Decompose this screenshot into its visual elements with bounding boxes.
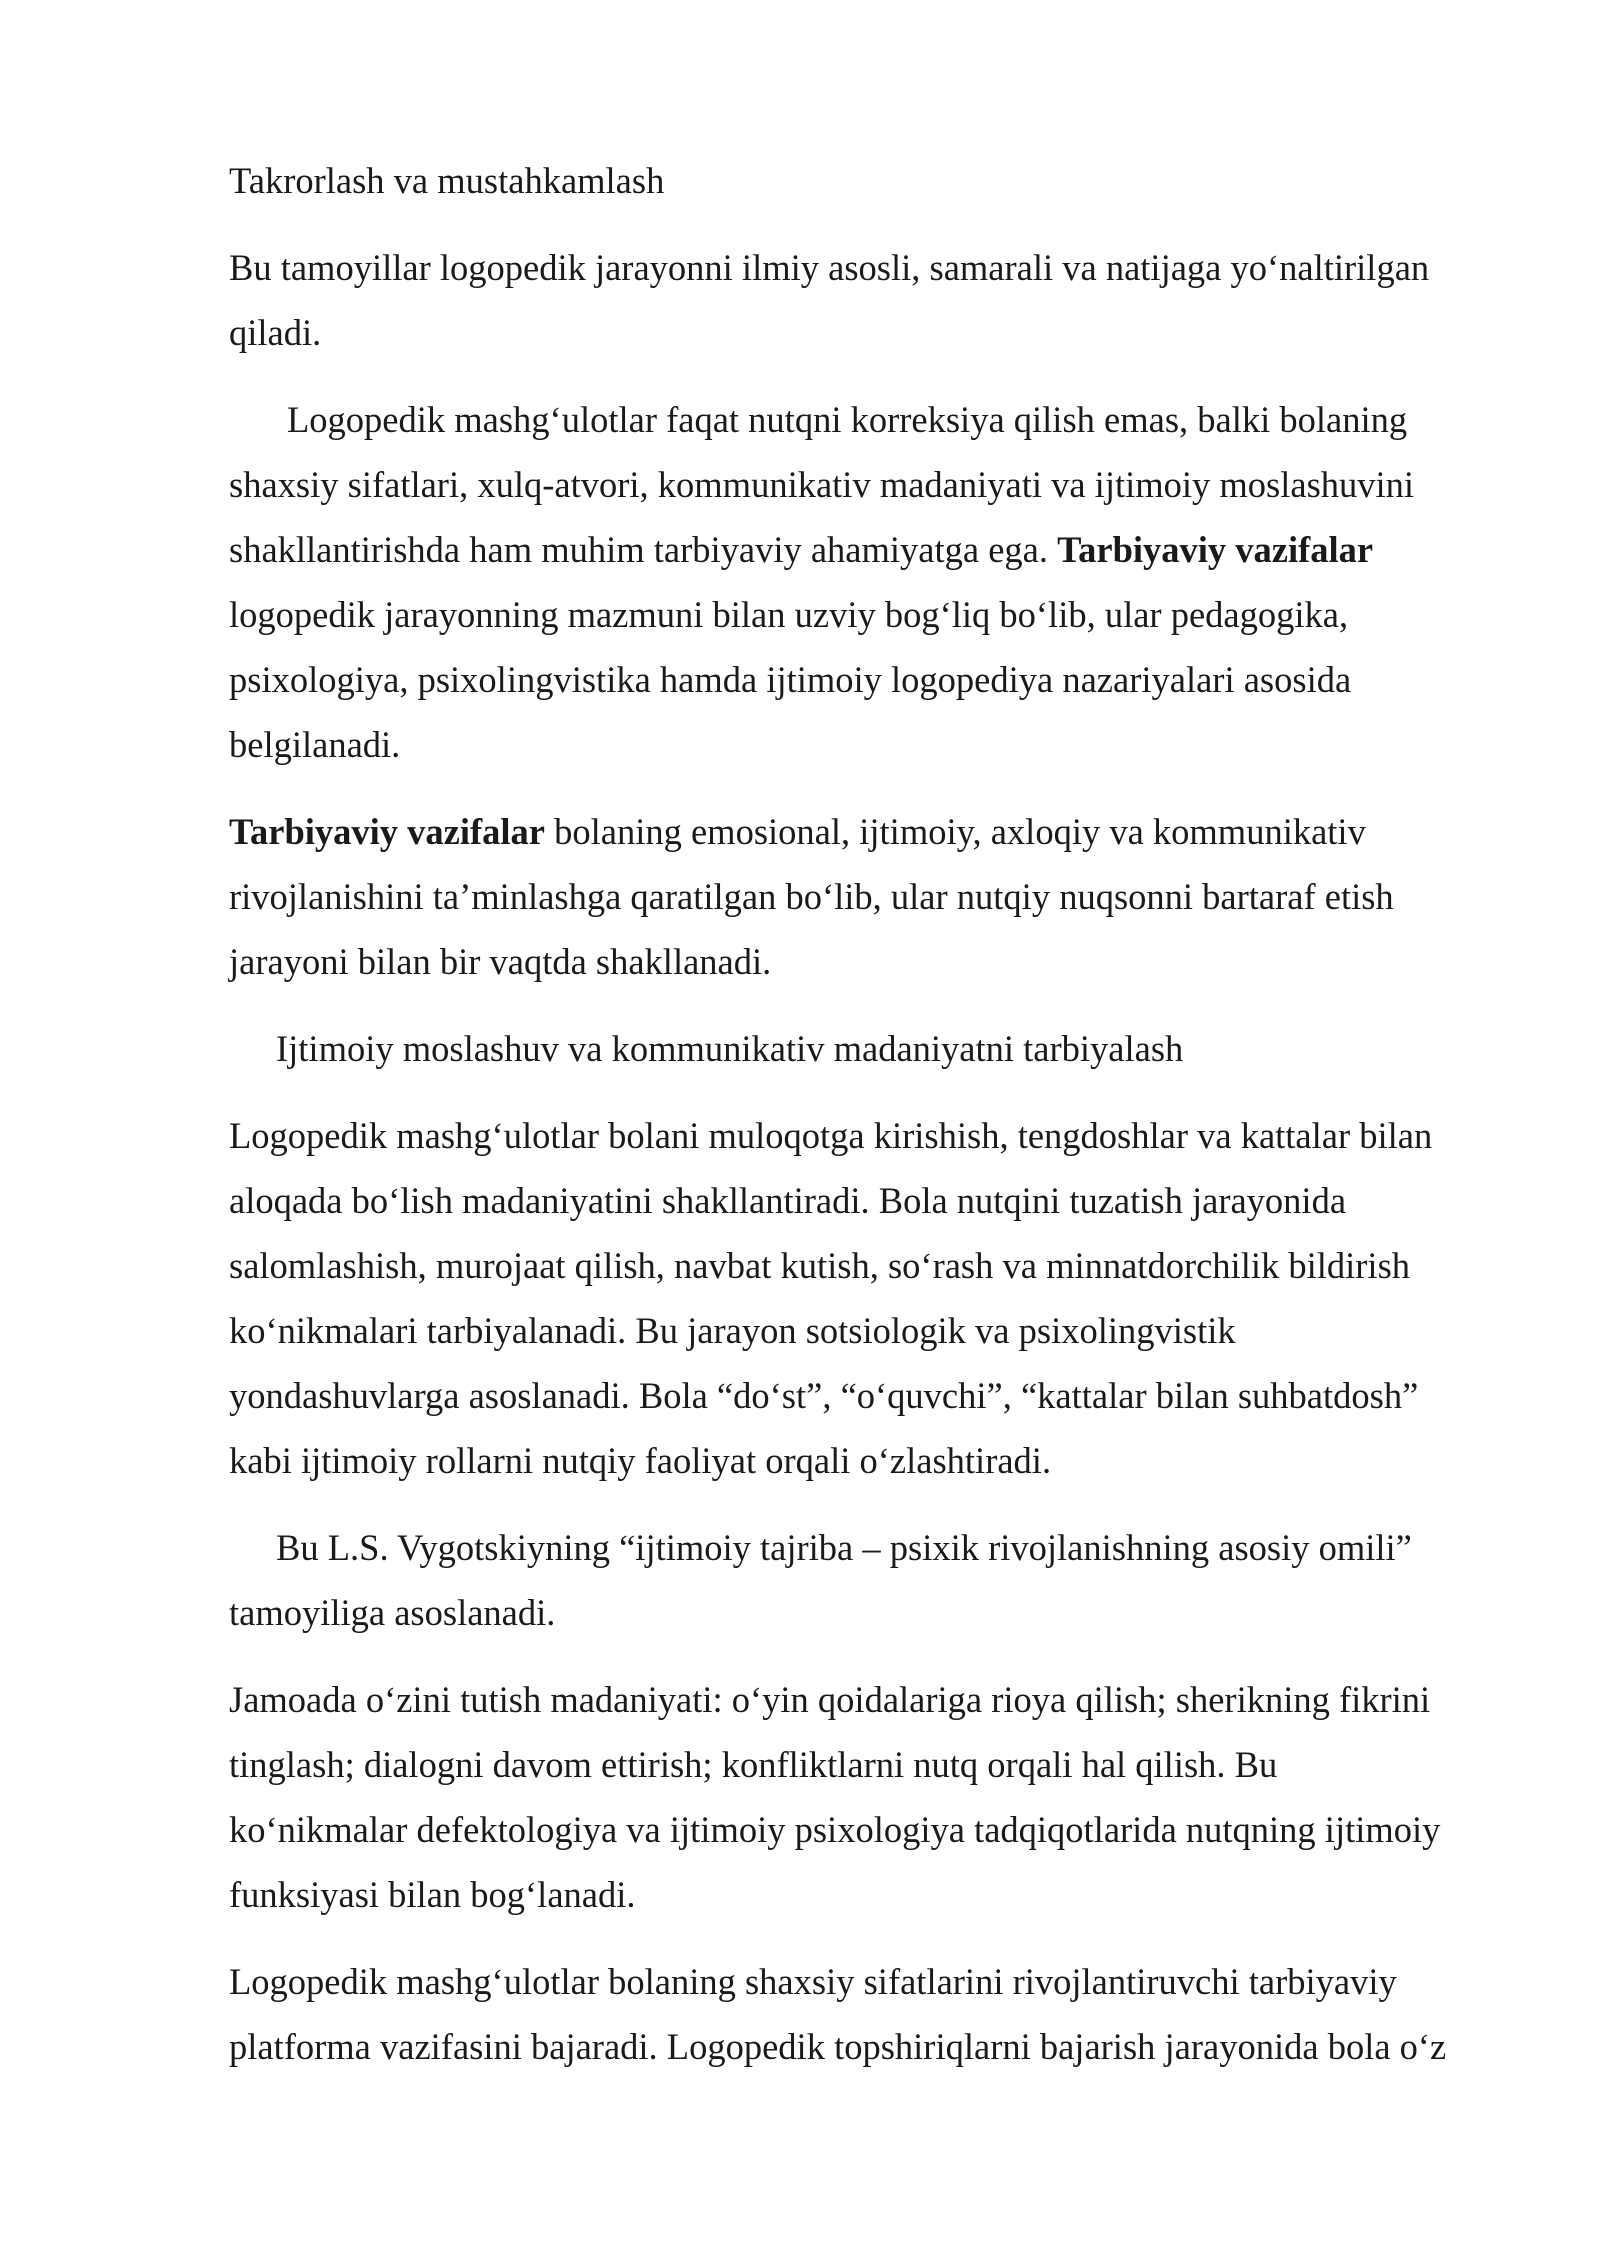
text-line: tinglash; dialogni davom ettirish; konfliktlarni nutq orqali hal qilish. Bu (229, 1744, 1278, 1785)
paragraph-personal-qualities (229, 1949, 1491, 2079)
text-line: Bu tamoyillar logopedik jarayonni ilmiy asosli, samarali va natijaga yo‘naltirilgan (229, 247, 1430, 288)
text-line: Takrorlash va mustahkamlash (229, 160, 665, 201)
text-line: Logopedik mashg‘ulotlar bolaning shaxsiy sifatlarini rivojlantiruvchi tarbiyaviy (229, 1961, 1397, 2002)
text-line: qiladi. (229, 312, 322, 353)
text-line: Bu L.S. Vygotskiyning “ijtimoiy tajriba – psixik rivojlanishning asosiy omili” (276, 1527, 1412, 1568)
text-line: Tarbiyaviy vazifalar bolaning emosional, ijtimoiy, axloqiy va kommunikativ (229, 811, 1366, 852)
text-line: Logopedik mashg‘ulotlar faqat nutqni korreksiya qilish emas, balki bolaning (287, 399, 1408, 440)
text-line: belgilanadi. (229, 724, 401, 765)
text-line: Jamoada o‘zini tutish madaniyati: o‘yin qoidalariga rioya qilish; sherikning fikrini (229, 1679, 1431, 1720)
text-line: psixologiya, psixolingvistika hamda ijtimoiy logopediya nazariyalari asosida (229, 659, 1352, 700)
text-line: platforma vazifasini bajaradi. Logopedik topshiriqlarni bajarish jarayonida bola o‘z (229, 2026, 1447, 2067)
text-line: rivojlanishini ta’minlashga qaratilgan bo‘lib, ular nutqiy nuqsonni bartaraf etish (229, 876, 1394, 917)
paragraph-speech-lessons (229, 387, 1491, 777)
text-line: logopedik jarayonning mazmuni bilan uzviy bog‘liq bo‘lib, ular pedagogika, (229, 594, 1349, 635)
text-line: ko‘nikmalar defektologiya va ijtimoiy psixologiya tadqiqotlarida nutqning ijtimoiy (229, 1809, 1441, 1850)
text-line: shaxsiy sifatlari, xulq-atvori, kommunikativ madaniyati va ijtimoiy moslashuvini (229, 464, 1415, 505)
text-line: Logopedik mashg‘ulotlar bolani muloqotga kirishish, tengdoshlar va kattalar bilan (229, 1115, 1433, 1156)
subheading-social-adaptation (229, 1016, 1491, 1081)
paragraph-vygotsky (229, 1515, 1491, 1645)
bold-term: Tarbiyaviy vazifalar (1057, 529, 1374, 570)
paragraph-group-behavior (229, 1667, 1491, 1927)
heading-repetition (229, 148, 1491, 213)
bold-term: Tarbiyaviy vazifalar (229, 811, 545, 852)
paragraph-communication-culture (229, 1103, 1491, 1493)
text-line: kabi ijtimoiy rollarni nutqiy faoliyat orqali o‘zlashtiradi. (229, 1440, 1052, 1481)
paragraph-educational-tasks (229, 799, 1491, 994)
paragraph-principles (229, 235, 1491, 365)
text-line: ko‘nikmalari tarbiyalanadi. Bu jarayon sotsiologik va psixolingvistik (229, 1310, 1236, 1351)
text-line: Ijtimoiy moslashuv va kommunikativ madaniyatni tarbiyalash (276, 1028, 1184, 1069)
text-line: tamoyiliga asoslanadi. (229, 1592, 556, 1633)
text-line: yondashuvlarga asoslanadi. Bola “do‘st”, “o‘quvchi”, “kattalar bilan suhbatdosh” (229, 1375, 1419, 1416)
text-line: salomlashish, murojaat qilish, navbat kutish, so‘rash va minnatdorchilik bildirish (229, 1245, 1411, 1286)
text-line: jarayoni bilan bir vaqtda shakllanadi. (229, 941, 772, 982)
text-line: aloqada bo‘lish madaniyatini shakllantiradi. Bola nutqini tuzatish jarayonida (229, 1180, 1347, 1221)
text-line: shakllantirishda ham muhim tarbiyaviy ahamiyatga ega. Tarbiyaviy vazifalar (229, 529, 1374, 570)
document-body (229, 148, 1491, 2101)
text-line: funksiyasi bilan bog‘lanadi. (229, 1874, 636, 1915)
